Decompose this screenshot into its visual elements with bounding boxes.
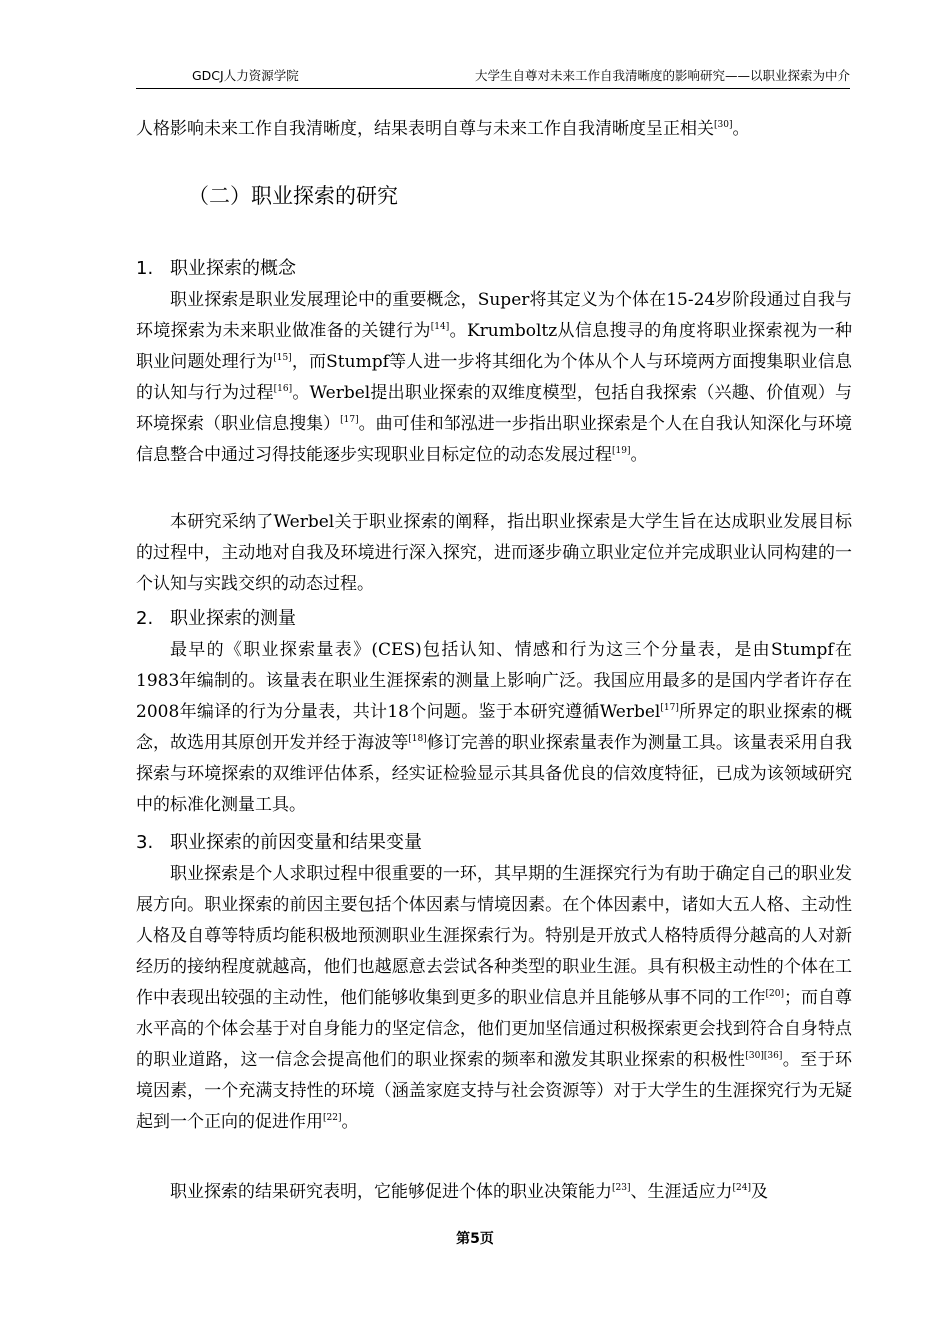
citation: [30] — [714, 120, 733, 130]
subsection-title: 职业探索的前因变量和结果变量 — [170, 832, 422, 853]
citation: [15] — [273, 353, 292, 363]
text-run: 职业探索是职业发展理论中的重要概念，Super将其定义为个体在15-24岁阶段通过自我与环境探索为未来职业做准备的关键行为 — [136, 290, 852, 341]
citation: [17] — [660, 703, 679, 713]
section-title: （二）职业探索的研究 — [188, 184, 398, 208]
citation: [16] — [273, 384, 293, 394]
text-run: ，而Stumpf等人进一步将其细化为个体从个人与环境两方面搜集职业信息的认知与行为过程 — [136, 352, 852, 403]
citation: [23] — [612, 1183, 631, 1193]
s3-paragraph-2 — [136, 1177, 852, 1208]
intro-paragraph — [136, 114, 852, 145]
header-institution: GDCJ人力资源学院 — [192, 68, 299, 83]
text-run: 修订完善的职业探索量表作为测量工具。该量表采用自我探索与环境探索的双维评估体系，经实证检验显示其具备优良的信效度特征，已成为该领域研究中的标准化测量工具。 — [136, 733, 853, 815]
text-run: 所界定的职业探索的概念，故选用其原创开发并经于海波等 — [136, 702, 852, 753]
subsection-number: 2. — [136, 608, 154, 629]
citation: [22] — [323, 1113, 342, 1123]
subsection-title: 职业探索的测量 — [170, 608, 296, 629]
header-thesis-title: 大学生自尊对未来工作自我清晰度的影响研究——以职业探索为中介 — [474, 68, 850, 83]
s2-paragraph-1 — [136, 635, 852, 821]
citation: [19] — [612, 446, 631, 456]
text-run: 、生涯适应力 — [630, 1182, 733, 1202]
citation: [30][36] — [745, 1051, 783, 1061]
s1-paragraph-2: 本研究采纳了Werbel关于职业探索的阐释，指出职业探索是大学生旨在达成职业发展目标的过程中，主动地对自我及环境进行深入探究，进而逐步确立职业定位并完成职业认同构建的一个认知与实践交织的动态过程。 — [136, 512, 852, 594]
page-number: 第5页 — [456, 1231, 494, 1247]
text-run: 。Krumboltz从信息搜寻的角度将职业探索视为一种职业问题处理行为 — [136, 321, 852, 372]
subsection-number: 1. — [136, 258, 154, 279]
s1-paragraph-1 — [136, 285, 852, 471]
subsection-heading-3 — [136, 828, 422, 858]
text-run: 。Werbel提出职业探索的双维度模型，包括自我探索（兴趣、价值观）与环境探索（职业信息搜集） — [136, 383, 852, 434]
header-rule — [136, 88, 850, 89]
text-run: 。至于环境因素，一个充满支持性的环境（涵盖家庭支持与社会资源等）对于大学生的生涯探究行为无疑起到一个正向的促进作用 — [136, 1050, 853, 1132]
text-run: 职业探索是个人求职过程中很重要的一环，其早期的生涯探究行为有助于确定自己的职业发展方向。职业探索的前因主要包括个体因素与情境因素。在个体因素中，诸如大五人格、主动性人格及自尊等特质均能积极地预测职业生涯探索行为。特别是开放式人格特质得分越高的人对新经历的接纳程度就越高，他们也越愿意去尝试各种类型的职业生涯。具有积极主动性的个体在工作中表现出较强的主动性，他们能够收集到更多的职业信息并且能够从事不同的工作 — [136, 864, 852, 1008]
s3-paragraph-1 — [136, 859, 852, 1138]
text-run: 职业探索的结果研究表明，它能够促进个体的职业决策能力 — [170, 1182, 612, 1202]
subsection-number: 3. — [136, 832, 154, 853]
subsection-heading-2 — [136, 604, 296, 634]
intro-tail: 。 — [732, 119, 750, 139]
text-run: 。 — [630, 445, 648, 465]
citation: [24] — [732, 1183, 751, 1193]
subsection-title: 职业探索的概念 — [170, 258, 296, 279]
citation: [18] — [408, 734, 427, 744]
text-run: 及 — [750, 1182, 768, 1202]
subsection-heading-1 — [136, 254, 296, 284]
running-header — [136, 66, 850, 86]
citation: [17] — [340, 415, 359, 425]
intro-text: 人格影响未来工作自我清晰度，结果表明自尊与未来工作自我清晰度呈正相关 — [136, 119, 714, 139]
text-run: 。 — [341, 1112, 359, 1132]
citation: [14] — [430, 322, 450, 332]
text-run: 。曲可佳和邹泓进一步指出职业探索是个人在自我认知深化与环境信息整合中通过习得技能逐步实现职业目标定位的动态发展过程 — [136, 414, 853, 465]
text-run: ；而自尊水平高的个体会基于对自身能力的坚定信念，他们更加坚信通过积极探索更会找到符合自身特点的职业道路，这一信念会提高他们的职业探索的频率和激发其职业探索的积极性 — [136, 988, 853, 1070]
text-run: 最早的《职业探索量表》(CES)包括认知、情感和行为这三个分量表，是由Stumpf在1983年编制的。该量表在职业生涯探索的测量上影响广泛。我国应用最多的是国内学者许存在2008年编译的行为分量表，共计18个问题。鉴于本研究遵循Werbel — [136, 640, 852, 722]
citation: [20] — [765, 989, 784, 999]
